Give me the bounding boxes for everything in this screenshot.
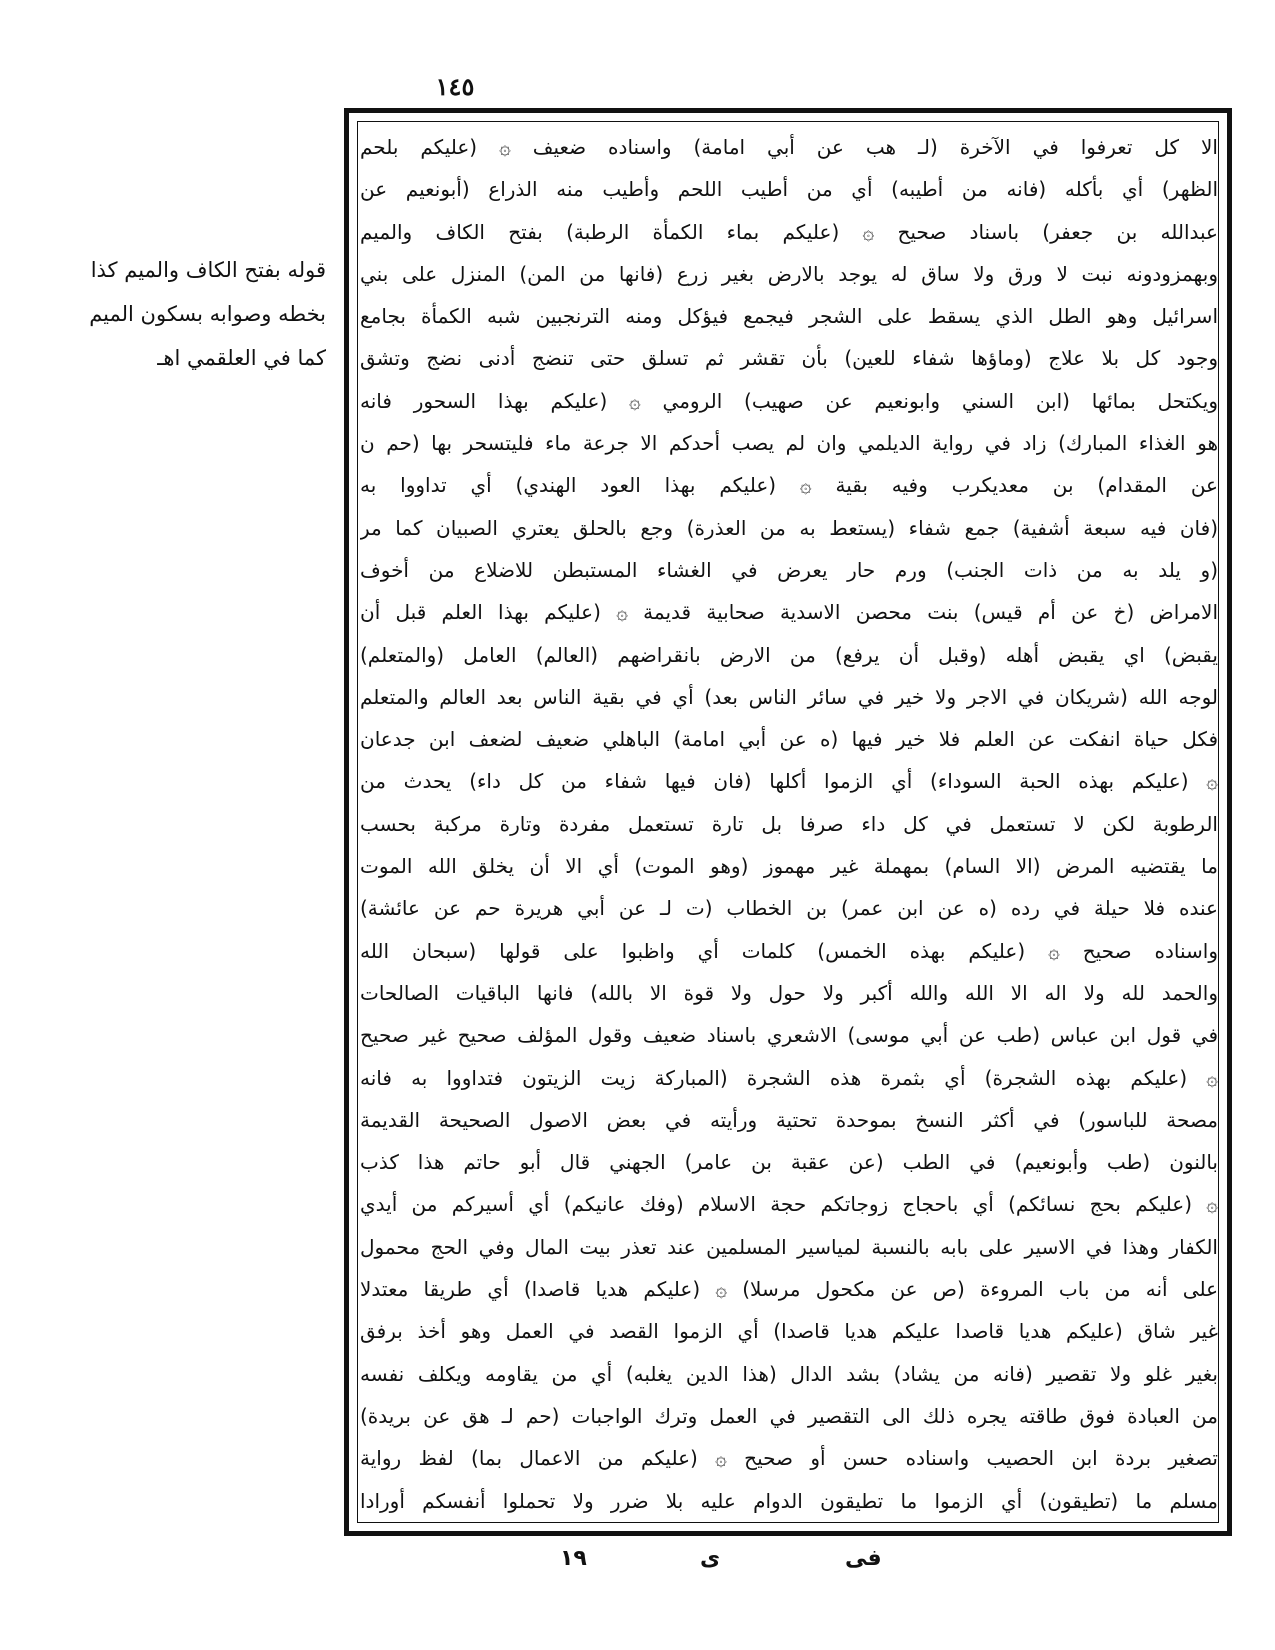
text-line: في قول ابن عباس (طب عن أبي موسى) الاشعري باسناد ضعيف وقول المؤلف صحيح غير صحيح bbox=[360, 1023, 1218, 1048]
text-line: (فان فيه سبعة أشفية) جمع شفاء (يستعط به من العذرة) وجع بالحلق يعتري الصبيان كما مر bbox=[360, 515, 1218, 540]
text-line: ما يقتضيه المرض (الا السام) بمهملة غير مهموز (وهو الموت) أي الا أن يخلق الله الموت bbox=[360, 854, 1218, 879]
text-line: (و يلد به من ذات الجنب) ورم حار يعرض في الغشاء المستبطن للاضلاع من أخوف bbox=[360, 557, 1218, 582]
text-line: الا كل تعرفوا في الآخرة (لـ هب عن أبي امامة) واسناده ضعيف ۞ (عليكم بلحم bbox=[360, 135, 1218, 159]
text-line: على أنه من باب المروءة (ص عن مكحول مرسلا) ۞ (عليكم هديا قاصدا) أي طريقا معتدلا bbox=[360, 1277, 1218, 1302]
margin-note-line: كما في العلقمي اهـ bbox=[157, 346, 326, 370]
text-line: وبهمزودونه نبت لا ورق ولا ساق له يوجد بالارض بغير زرع (فانها من المن) المنزل على بني bbox=[360, 261, 1218, 286]
text-line: غير شاق (عليكم هديا قاصدا عليكم هديا قاصدا) أي الزموا القصد في العمل وهو أخذ برفق bbox=[360, 1319, 1218, 1344]
text-line: الامراض (خ عن أم قيس) بنت محصن الاسدية صحابية قديمة ۞ (عليكم بهذا العلم قبل أن bbox=[360, 600, 1218, 625]
margin-note-line: بخطه وصوابه بسكون الميم bbox=[89, 302, 326, 326]
text-line: من العبادة فوق طاقته يجره ذلك الى التقصير في العمل وترك الواجبات (حم لـ هق عن بريدة) bbox=[360, 1403, 1218, 1428]
text-line: ۞ (عليكم بهذه الحبة السوداء) أي الزموا أكلها (فان فيها شفاء من كل داء) يحدث من bbox=[360, 769, 1218, 794]
page-number: ١٤٥ bbox=[435, 72, 475, 101]
text-line: اسرائيل وهو الطل الذي يسقط على الشجر فيجمع فيؤكل ومنه الترنجبين شبه الكمأة بجامع bbox=[360, 304, 1218, 329]
text-line: مصحة للباسور) في أكثر النسخ بموحدة تحتية ورأيته في بعض الاصول الصحيحة القديمة bbox=[360, 1107, 1218, 1132]
text-line: ۞ (عليكم بحج نسائكم) أي باحجاج زوجاتكم حجة الاسلام (وفك عانيكم) أي أسيركم من أيدي bbox=[360, 1192, 1218, 1217]
text-line: لوجه الله (شريكان في الاجر ولا خير في سائر الناس بعد) أي في بقية الناس بعد العالم والمتعلم bbox=[360, 684, 1218, 709]
text-line: تصغير بردة ابن الحصيب واسناده حسن أو صحيح ۞ (عليكم من الاعمال بما) لفظ رواية bbox=[360, 1446, 1218, 1471]
text-line: بالنون (طب وأبونعيم) في الطب (عن عقبة بن عامر) الجهني قال أبو حاتم هذا كذب bbox=[360, 1150, 1218, 1175]
text-line: ۞ (عليكم بهذه الشجرة) أي بثمرة هذه الشجرة (المباركة زيت الزيتون فتداووا به فانه bbox=[360, 1065, 1218, 1090]
signature-letter: ى bbox=[700, 1546, 721, 1571]
margin-note bbox=[40, 248, 326, 380]
text-line: ويكتحل بمائها (ابن السني وابونعيم عن صهيب) الرومي ۞ (عليكم بهذا السحور فانه bbox=[360, 388, 1218, 413]
signature-word: فى bbox=[845, 1546, 882, 1571]
text-line: واسناده صحيح ۞ (عليكم بهذه الخمس) كلمات أي واظبوا على قولها (سبحان الله bbox=[360, 938, 1218, 963]
text-line: عنده فلا حيلة في رده (ه عن ابن عمر) بن الخطاب (ت لـ عن أبي هريرة حم عن عائشة) bbox=[360, 896, 1218, 921]
text-line: مسلم ما (تطيقون) أي الزموا ما تطيقون الدوام عليه بلا ضرر ولا تحملوا أنفسكم أورادا bbox=[360, 1488, 1218, 1513]
text-line: فكل حياة انفكت عن العلم فلا خير فيها (ه عن أبي امامة) الباهلي ضعيف لضعف ابن جدعان bbox=[360, 727, 1218, 752]
text-line: والحمد لله ولا اله الا الله والله أكبر ولا حول ولا قوة الا بالله) فانها الباقيات الصالحات bbox=[360, 980, 1218, 1005]
text-line: هو الغذاء المبارك) زاد في رواية الديلمي وان لم يصب أحدكم الا جرعة ماء فليتسحر بها (حم ن bbox=[360, 431, 1218, 456]
main-text bbox=[360, 126, 1218, 1522]
text-line: وجود كل بلا علاج (وماؤها شفاء للعين) بأن تقشر ثم تسلق حتى تنضج أدنى نضج وتشق bbox=[360, 346, 1218, 371]
signature-marks bbox=[560, 1546, 980, 1586]
text-line: بغير غلو ولا تقصير (فانه من يشاد) بشد الدال (هذا الدين يغلبه) أي من يقاومه ويكلف نفسه bbox=[360, 1361, 1218, 1386]
text-line: الكفار وهذا في الاسير على بابه بالنسبة لمياسير المسلمين عند تعذر بيت المال وفي الحج محمول bbox=[360, 1234, 1218, 1259]
signature-number: ١٩ bbox=[560, 1546, 587, 1571]
text-line: عبدالله بن جعفر) باسناد صحيح ۞ (عليكم بماء الكمأة الرطبة) بفتح الكاف والميم bbox=[360, 219, 1218, 244]
margin-note-line: قوله بفتح الكاف والميم كذا bbox=[90, 258, 326, 282]
text-line: الرطوبة لكن لا تستعمل في كل داء صرفا بل تارة تستعمل مفردة وتارة مركبة بحسب bbox=[360, 811, 1218, 836]
text-line: يقبض) اي يقبض أهله (وقبل أن يرفع) من الارض بانقراضهم (العالم) العامل (والمتعلم) bbox=[360, 642, 1218, 667]
text-line: عن المقدام) بن معديكرب وفيه بقية ۞ (عليكم بهذا العود الهندي) أي تداووا به bbox=[360, 473, 1218, 498]
text-line: الظهر) أي بأكله (فانه من أطيبه) أي من أطيب اللحم وأطيب منه الذراع (أبونعيم عن bbox=[360, 177, 1218, 202]
